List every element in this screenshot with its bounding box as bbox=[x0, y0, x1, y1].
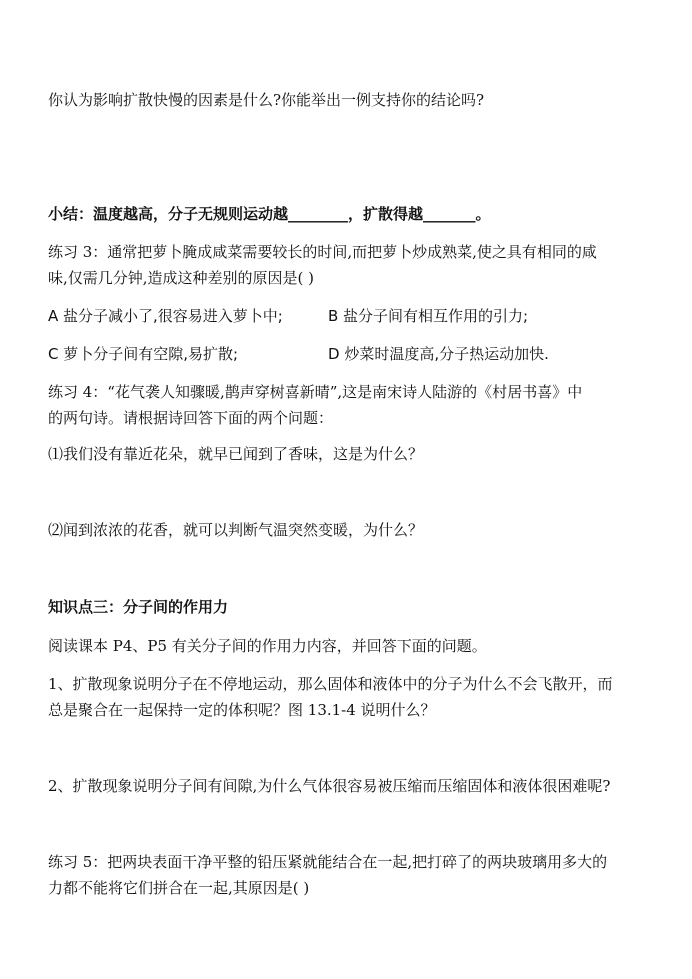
exercise-3-option-d: D 炒菜时温度高,分子热运动加快. bbox=[328, 345, 549, 363]
exercise-3-line-1: 练习 3：通常把萝卜腌成咸菜需要较长的时间,而把萝卜炒成熟菜,使之具有相同的咸 bbox=[48, 243, 597, 261]
exercise-4-line-1: 练习 4：“花气袭人知骤暖,鹊声穿树喜新晴”,这是南宋诗人陆游的《村居书喜》中 bbox=[48, 383, 583, 401]
exercise-4-question-2: ⑵闻到浓浓的花香，就可以判断气温突然变暖，为什么？ bbox=[48, 521, 424, 539]
exercise-3-option-b: B 盐分子间有相互作用的引力; bbox=[328, 307, 529, 325]
knowledge-point-3-title: 知识点三：分子间的作用力 bbox=[48, 598, 229, 616]
kp3-question-1-line-2: 总是聚合在一起保持一定的体积呢？图 13.1-4 说明什么？ bbox=[48, 701, 436, 719]
kp3-question-2: 2、扩散现象说明分子间有间隙,为什么气体很容易被压缩而压缩固体和液体很困难呢? bbox=[48, 777, 611, 795]
exercise-3-option-c: C 萝卜分子间有空隙,易扩散; bbox=[48, 345, 239, 363]
exercise-5-line-1: 练习 5：把两块表面干净平整的铅压紧就能结合在一起,把打碎了的两块玻璃用多大的 bbox=[48, 853, 608, 871]
kp3-question-1-line-1: 1、扩散现象说明分子在不停地运动，那么固体和液体中的分子为什么不会飞散开，而 bbox=[48, 675, 613, 693]
exercise-5-line-2: 力都不能将它们拼合在一起,其原因是( ) bbox=[48, 879, 310, 897]
exercise-3-line-2: 味,仅需几分钟,造成这种差别的原因是( ) bbox=[48, 269, 315, 287]
exercise-4-question-1: ⑴我们没有靠近花朵，就早已闻到了香味，这是为什么？ bbox=[48, 445, 424, 463]
knowledge-point-3-intro: 阅读课本 P4、P5 有关分子间的作用力内容，并回答下面的问题。 bbox=[48, 637, 487, 655]
summary-fill-blank: 小结：温度越高，分子无规则运动越________，扩散得越_______。 bbox=[48, 205, 491, 223]
question-intro: 你认为影响扩散快慢的因素是什么?你能举出一例支持你的结论吗? bbox=[48, 91, 485, 109]
exercise-4-line-2: 的两句诗。请根据诗回答下面的两个问题： bbox=[48, 409, 334, 427]
exercise-3-option-a: A 盐分子减小了,很容易进入萝卜中; bbox=[48, 307, 283, 325]
